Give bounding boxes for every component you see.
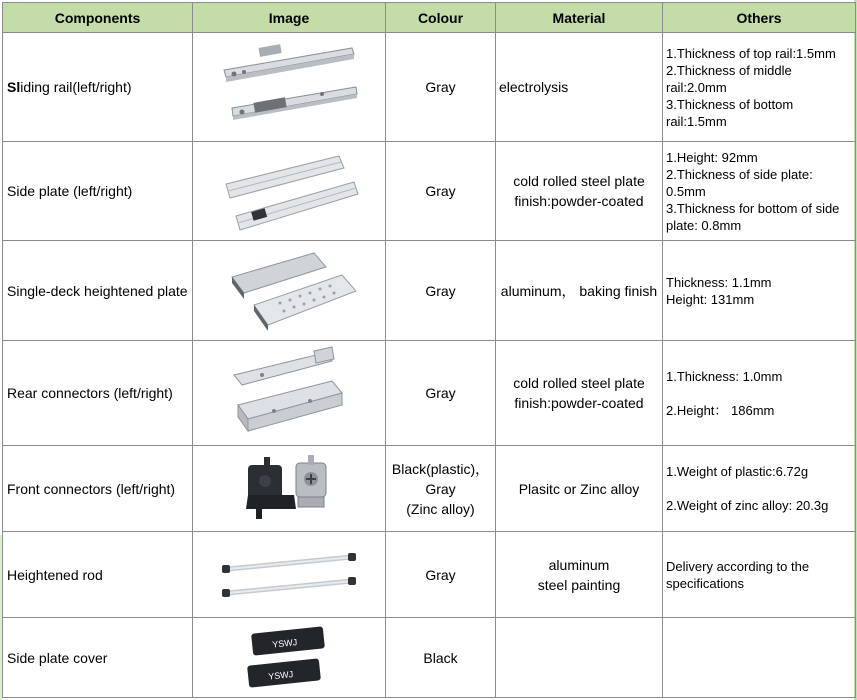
others-text: 2.Weight of zinc alloy: 20.3g bbox=[666, 498, 829, 513]
front-connector-image bbox=[234, 449, 344, 529]
component-cell bbox=[3, 142, 193, 241]
others-text: 3.Thickness of bottom rail:1.5mm bbox=[666, 96, 794, 129]
header-material: Material bbox=[496, 3, 663, 33]
colour-text: Gray bbox=[425, 183, 456, 199]
material-text: finish:powder-coated bbox=[514, 395, 644, 411]
component-name: Side plate cover bbox=[7, 649, 108, 666]
heightened-plate-image bbox=[214, 245, 364, 337]
header-row bbox=[3, 3, 856, 33]
colour-cell bbox=[386, 33, 496, 142]
table-row bbox=[3, 618, 856, 698]
table-row bbox=[3, 241, 856, 341]
header-components: Components bbox=[3, 3, 193, 33]
component-cell bbox=[3, 446, 193, 532]
material-text: cold rolled steel plate bbox=[513, 173, 645, 189]
colour-text: Gray bbox=[425, 480, 456, 497]
table-row bbox=[3, 446, 856, 532]
table-row bbox=[3, 33, 856, 142]
image-cell bbox=[193, 446, 386, 532]
material-text: finish:powder-coated bbox=[514, 193, 644, 209]
others-cell bbox=[663, 142, 856, 241]
colour-cell bbox=[386, 618, 496, 698]
component-cell bbox=[3, 341, 193, 446]
image-cell bbox=[193, 341, 386, 446]
header-colour: Colour bbox=[386, 3, 496, 33]
colour-text: Gray bbox=[425, 282, 456, 299]
material-cell bbox=[496, 33, 663, 142]
cover-logo-text-2: YSWJ bbox=[267, 668, 294, 682]
components-table bbox=[2, 2, 856, 698]
component-name: Rear connectors (left/right) bbox=[7, 385, 173, 401]
others-text: 2.Height： 186mm bbox=[666, 402, 775, 418]
material-text: aluminum bbox=[548, 556, 610, 573]
material-cell bbox=[496, 618, 663, 698]
material-text: steel painting bbox=[537, 576, 621, 593]
material-text: Plasitc or Zinc alloy bbox=[518, 480, 640, 497]
table-row bbox=[3, 142, 856, 241]
component-name-bold: Sl bbox=[7, 79, 21, 95]
component-cell bbox=[3, 532, 193, 618]
material-cell bbox=[496, 341, 663, 446]
side-plate-cover-image bbox=[234, 622, 344, 694]
component-name: iding rail(left/right) bbox=[20, 79, 132, 95]
others-text: 1.Thickness: 1.0mm bbox=[666, 368, 783, 384]
image-cell bbox=[193, 142, 386, 241]
colour-text: Gray bbox=[425, 385, 456, 401]
heightened-rod-image bbox=[214, 545, 364, 605]
component-name: Heightened rod bbox=[7, 566, 103, 583]
others-spacer bbox=[666, 480, 855, 497]
material-text: electrolysis bbox=[499, 79, 569, 95]
colour-cell bbox=[386, 532, 496, 618]
image-cell bbox=[193, 33, 386, 142]
others-text: 1.Weight of plastic:6.72g bbox=[666, 464, 809, 479]
material-text: aluminum， baking finish bbox=[500, 282, 658, 299]
others-cell bbox=[663, 532, 856, 618]
material-cell bbox=[496, 446, 663, 532]
table-row bbox=[3, 341, 856, 446]
others-spacer bbox=[666, 385, 855, 402]
others-text: Thickness: 1.1mm bbox=[666, 274, 772, 290]
table-row bbox=[3, 532, 856, 618]
colour-text: Black bbox=[423, 649, 458, 666]
material-cell bbox=[496, 142, 663, 241]
colour-text: Black(plastic)， bbox=[391, 460, 490, 477]
colour-cell bbox=[386, 241, 496, 341]
image-cell bbox=[193, 241, 386, 341]
component-name: Side plate (left/right) bbox=[7, 183, 133, 199]
colour-cell bbox=[386, 446, 496, 532]
colour-text: Gray bbox=[425, 566, 456, 583]
cover-logo-text-1: YSWJ bbox=[271, 636, 298, 650]
material-text: cold rolled steel plate bbox=[513, 375, 645, 391]
material-cell bbox=[496, 241, 663, 341]
others-cell bbox=[663, 618, 856, 698]
others-text: 2.Thickness of side plate: 0.5mm bbox=[666, 166, 813, 199]
material-cell bbox=[496, 532, 663, 618]
component-cell bbox=[3, 241, 193, 341]
others-text: Delivery according to the specifications bbox=[666, 558, 810, 591]
colour-text: Gray bbox=[425, 79, 456, 95]
others-text: 1.Height: 92mm bbox=[666, 149, 758, 165]
image-cell bbox=[193, 532, 386, 618]
others-cell bbox=[663, 33, 856, 142]
component-cell bbox=[3, 618, 193, 698]
colour-text: (Zinc alloy) bbox=[406, 500, 475, 517]
others-text: 2.Thickness of middle rail:2.0mm bbox=[666, 62, 792, 95]
component-name: Single-deck heightened plate bbox=[7, 282, 188, 299]
component-name: Front connectors (left/right) bbox=[7, 480, 176, 497]
others-cell bbox=[663, 241, 856, 341]
sliding-rail-image bbox=[214, 40, 364, 135]
colour-cell bbox=[386, 341, 496, 446]
rear-connector-image bbox=[214, 345, 364, 441]
header-image: Image bbox=[193, 3, 386, 33]
component-cell bbox=[3, 33, 193, 142]
header-others: Others bbox=[663, 3, 856, 33]
others-text: 1.Thickness of top rail:1.5mm bbox=[666, 45, 836, 61]
side-plate-image bbox=[214, 146, 364, 236]
colour-cell bbox=[386, 142, 496, 241]
others-text: Height: 131mm bbox=[666, 291, 755, 307]
image-cell bbox=[193, 618, 386, 698]
others-cell bbox=[663, 341, 856, 446]
others-cell bbox=[663, 446, 856, 532]
others-text: 3.Thickness for bottom of side plate: 0.8mm bbox=[666, 200, 840, 233]
